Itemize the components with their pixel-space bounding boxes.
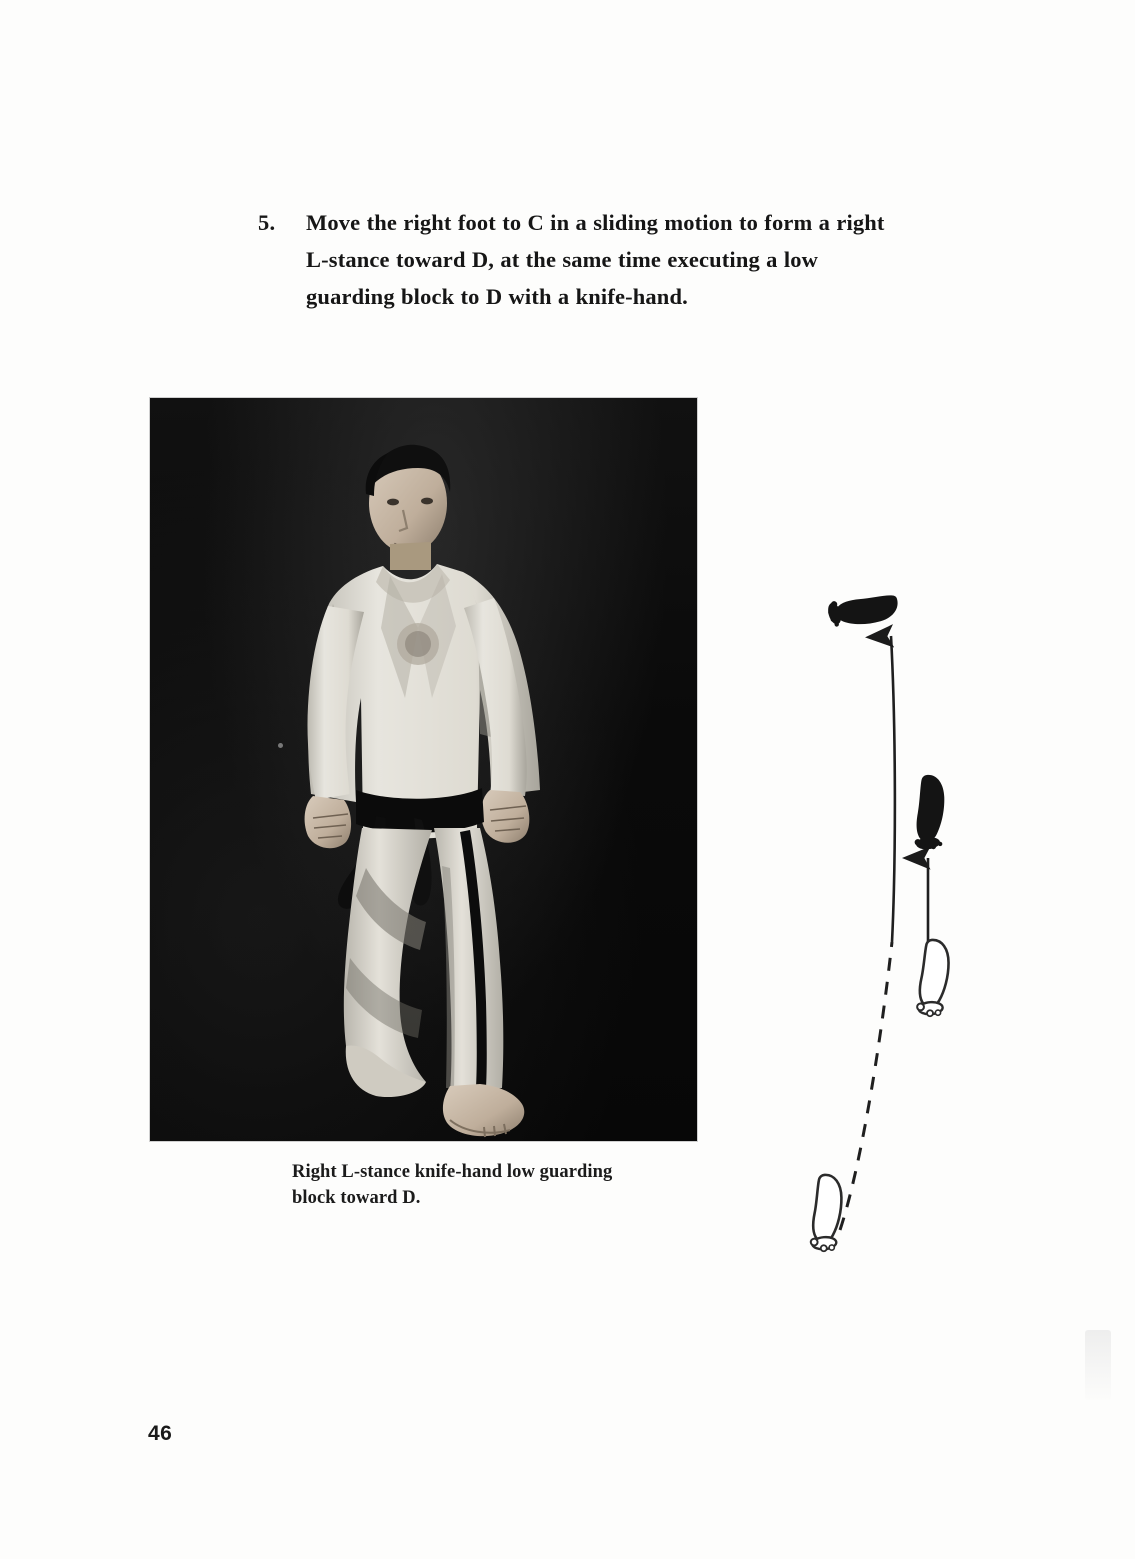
page-number: 46 — [148, 1422, 173, 1445]
technique-photograph — [150, 398, 697, 1141]
instruction-block — [258, 204, 908, 315]
left-foot-solid-path — [891, 636, 895, 942]
martial-artist-figure — [150, 398, 697, 1141]
photo-caption: Right L-stance knife-hand low guarding block toward D. — [292, 1162, 613, 1208]
step-text: Move the right foot to C in a sliding motion to form a right L-stance toward D, at the same time executing a low guarding block to D with a knife-hand. — [306, 210, 885, 309]
photo-dust-speck — [278, 743, 283, 748]
right-foot-start-outline — [913, 939, 953, 1017]
left-foot-final-filled — [826, 584, 902, 634]
scan-edge-artifact — [1085, 1330, 1111, 1400]
left-foot-start-outline — [805, 1174, 846, 1253]
left-foot-dashed-path — [840, 942, 892, 1230]
right-foot-final-filled — [908, 773, 950, 851]
footwork-diagram-svg — [780, 570, 1000, 1260]
footwork-diagram — [780, 570, 1000, 1260]
step-number: 5. — [258, 210, 276, 235]
